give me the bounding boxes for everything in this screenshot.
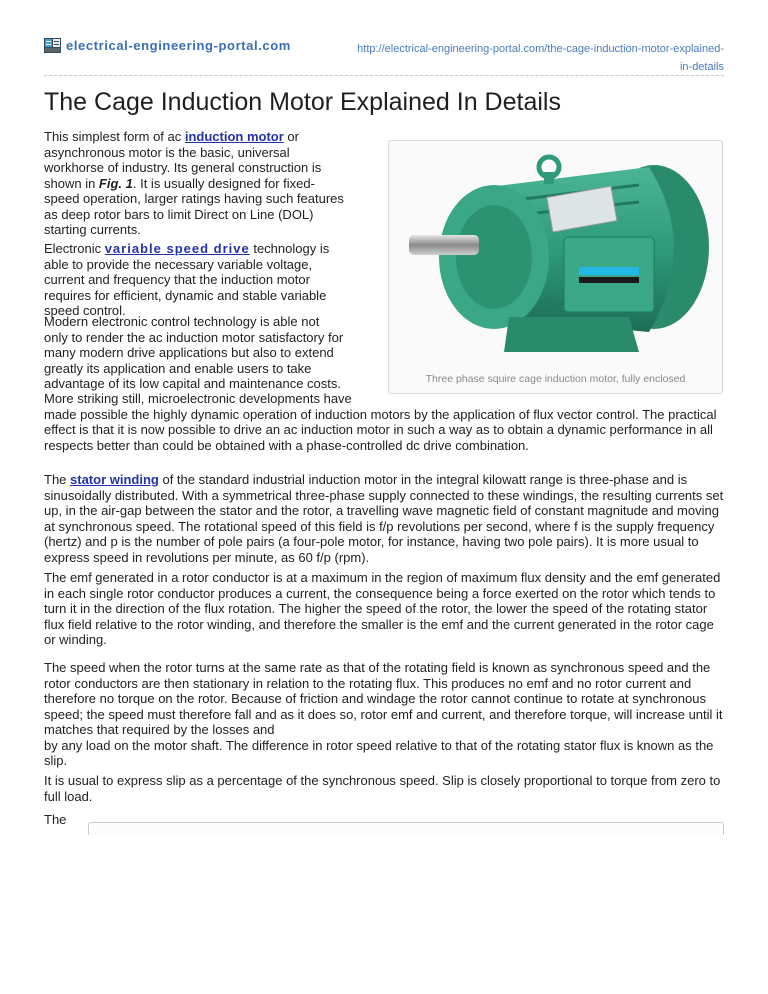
page-url[interactable] (304, 40, 724, 76)
paragraph-1 (44, 129, 344, 238)
text: The speed when the rotor turns at the same rate as that of the rotating field is known as synchronous speed and the rotor conductors are then stationary in relation to the rotating flux. This produces no emf and no rotor current and therefore no torque on the rotor. Because of friction and windage the rotor cannot continue to rotate at synchronous speed; the speed must therefore fall and as it does so, rotor emf and current, and therefore torque, will increase until it matches that required by the losses and (44, 660, 723, 737)
text: The (44, 472, 71, 487)
paragraph-8: It is usual to express slip as a percentage of the synchronous speed. Slip is closely proportional to torque from zero to full load. (44, 773, 721, 804)
site-name[interactable]: electrical-engineering-portal.com (66, 38, 291, 53)
link-stator-winding[interactable]: stator winding (70, 472, 159, 487)
link-induction-motor[interactable]: induction motor (184, 129, 284, 144)
text: Electronic (44, 241, 105, 256)
page-url-line1[interactable]: http://electrical-engineering-portal.com/the-cage-induction-motor-explained- (357, 43, 724, 55)
link-variable-speed-drive[interactable]: variable speed drive (104, 241, 250, 256)
fig-reference: Fig. 1 (98, 175, 133, 191)
page-url-line2[interactable]: in-details (679, 61, 724, 73)
paragraph-7 (44, 660, 729, 769)
green-induction-motor-photo (399, 147, 711, 369)
paragraph-5 (44, 472, 729, 565)
text: of the standard industrial induction motor in the integral kilowatt range is three-phase and is sinusoidally distributed. With a symmetrical three-phase supply connected to these windings, the resulting currents set up, in the air-gap between the stator and the rotor, a travelling wave magnetic field of constant magnitude and moving at synchronous speed. The rotational speed of this field is f/p revolutions per second, where f is the supply frequency (hertz) and p is the number of pole pairs (a four-pole motor, for instance, having two pole pairs). It is more usual to express speed in revolutions per minute, as 60 f/p (rpm). (44, 472, 724, 565)
text: More striking still, microelectronic developments have (44, 391, 352, 406)
paragraph-4 (44, 391, 729, 453)
site-brand[interactable] (44, 38, 291, 53)
figure-motor (388, 140, 723, 394)
text: made possible the highly dynamic operation of induction motors by the application of flux vector control. The practical effect is that it is now possible to drive an ac induction motor in such a way as to obtain a dynamic performance in all respects better than could be obtained with a phase-controlled dc drive combination. (44, 406, 717, 453)
paragraph-6: The emf generated in a rotor conductor is at a maximum in the region of maximum flux density and the emf generated in each single rotor conductor produces a current, the consequence being a force exerted on the rotor which tends to turn it in the direction of the flux rotation. The higher the speed of the rotor, the lower the speed of the rotating stator flux field relative to the rotor winding, and therefore the smaller is the emf and the current generated in the rotor cage or winding. (44, 570, 721, 647)
embedded-figure-box (88, 822, 724, 835)
text: by any load on the motor shaft. The difference in rotor speed relative to that of the rotating stator flux is known as the slip. (44, 737, 714, 768)
header-divider (44, 75, 724, 76)
text: . It is usually designed for fixed-speed operation, larger ratings having such features as deep rotor bars to limit Direct on Line (DOL) starting currents. (44, 175, 344, 237)
text: technology is able to provide the necessary variable voltage, current and frequency that the induction motor requires for efficient, dynamic and stable variable speed control. (44, 241, 330, 318)
text: This simplest form of ac (44, 129, 185, 144)
paragraph-9: The (44, 812, 67, 827)
article-title: The Cage Induction Motor Explained In Details (44, 88, 561, 116)
paragraph-3: Modern electronic control technology is able not only to render the ac induction motor satisfactory for many modern drive applications but also to extend greatly its application and enable users to take advantage of its low capital and maintenance costs. (44, 314, 344, 391)
figure-caption: Three phase squire cage induction motor, fully enclosed (425, 373, 686, 385)
text: or asynchronous motor is the basic, universal workhorse of industry. Its general construction is shown in (44, 129, 322, 191)
paragraph-2 (44, 241, 344, 319)
eep-logo-icon (44, 38, 61, 53)
